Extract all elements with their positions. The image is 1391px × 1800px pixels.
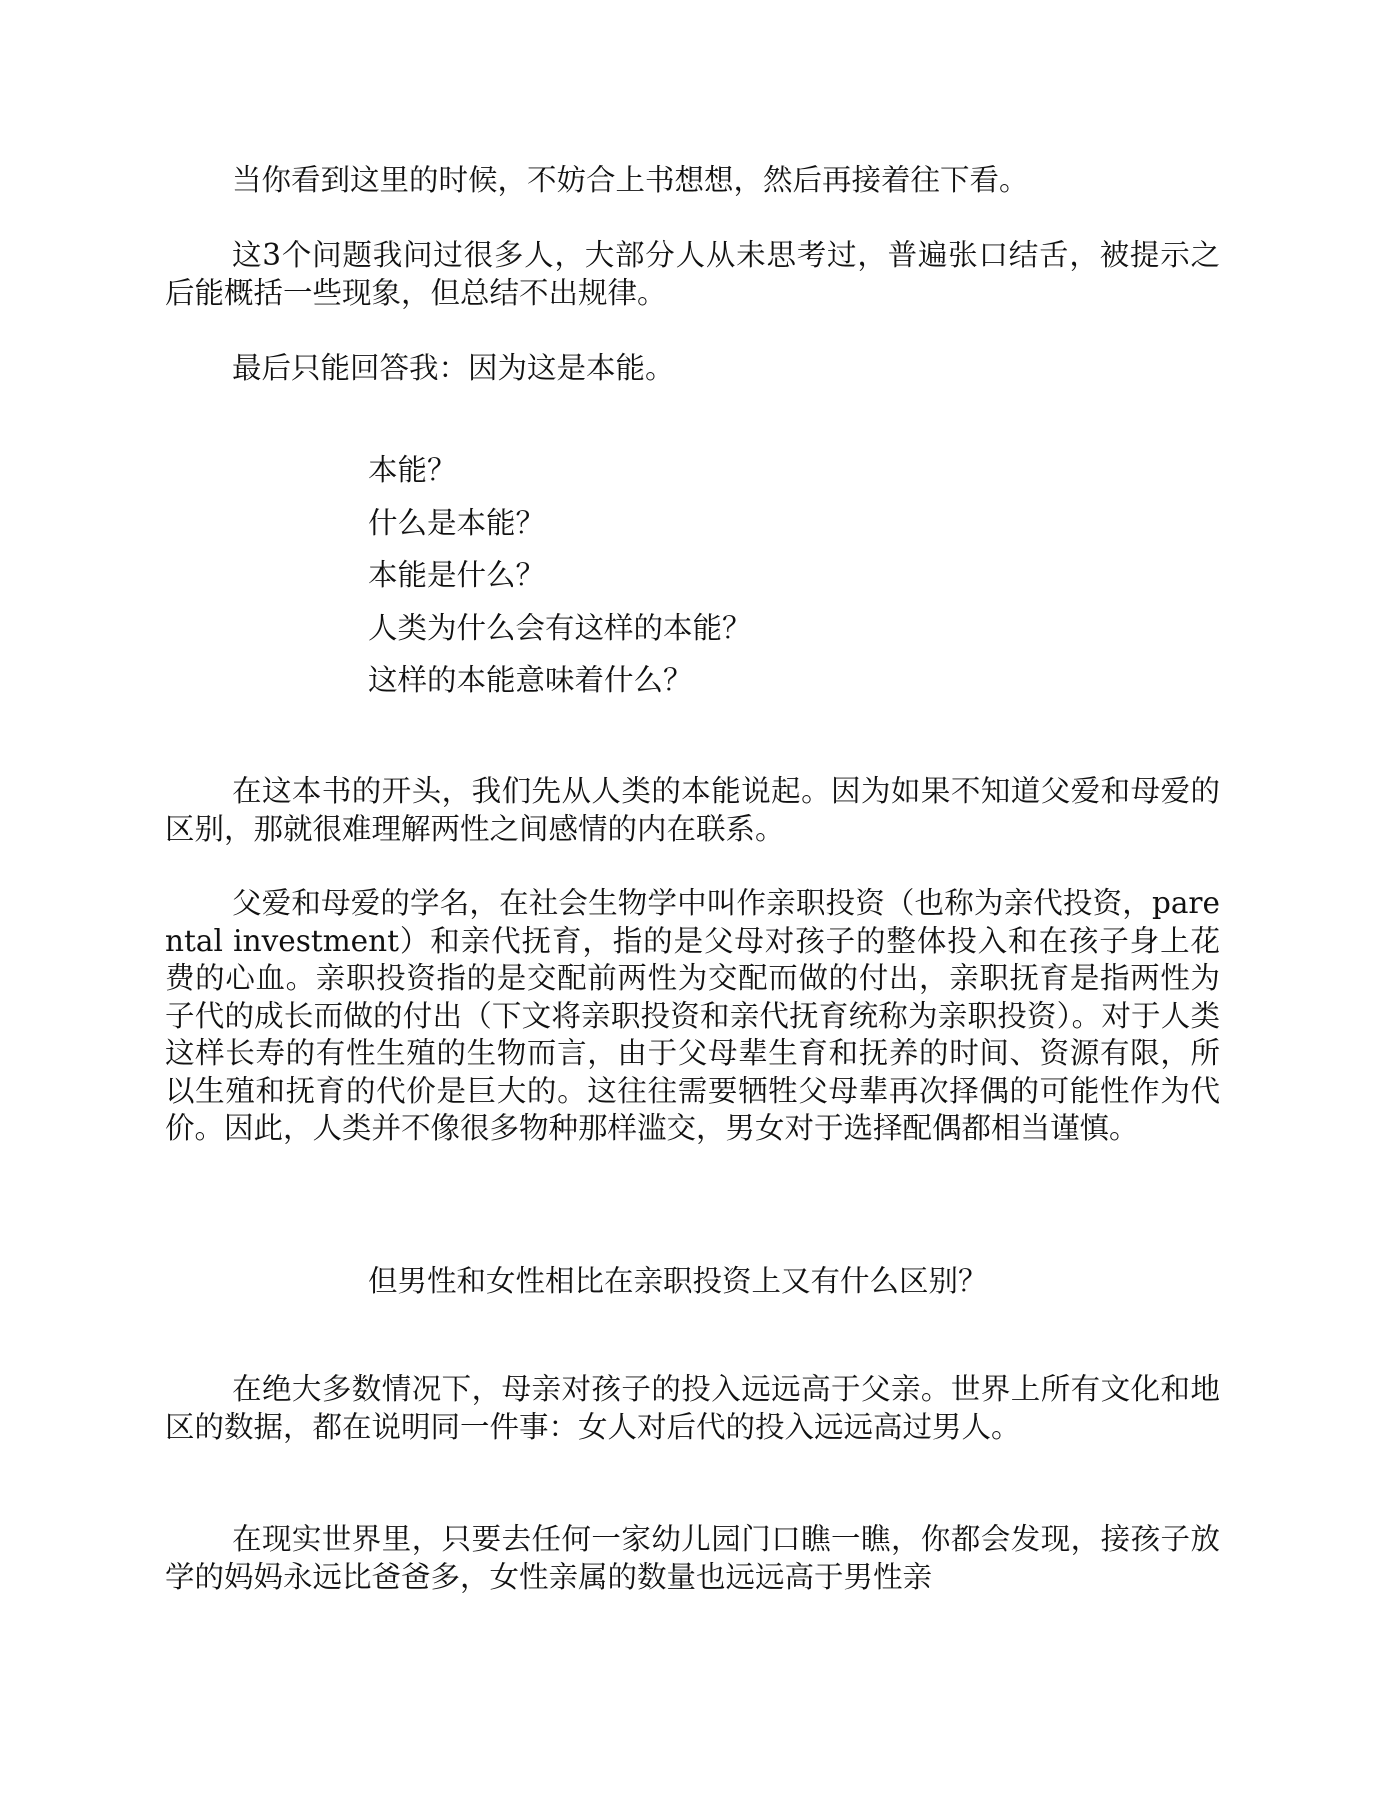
- question-item: 本能是什么？: [368, 558, 546, 592]
- paragraph-three-questions: 这3个问题我问过很多人，大部分人从未思考过，普遍张口结舌，被提示之后能概括一些现象，但总结不出规律。: [165, 238, 1220, 310]
- question-item: 本能？: [368, 453, 457, 487]
- paragraph-kindergarten: 在现实世界里，只要去任何一家幼儿园门口瞧一瞧，你都会发现，接孩子放学的妈妈永远比爸爸多，女性亲属的数量也远远高于男性亲: [165, 1522, 1220, 1594]
- paragraph-mother-investment: 在绝大多数情况下，母亲对孩子的投入远远高于父亲。世界上所有文化和地区的数据，都在说明同一件事：女人对后代的投入远远高过男人。: [165, 1372, 1220, 1444]
- question-item: 什么是本能？: [368, 505, 546, 540]
- question-item: 这样的本能意味着什么？: [368, 663, 693, 697]
- centered-question: 但男性和女性相比在亲职投资上又有什么区别？: [368, 1264, 988, 1298]
- paragraph-book-opening: 在这本书的开头，我们先从人类的本能说起。因为如果不知道父爱和母爱的区别，那就很难理解两性之间感情的内在联系。: [165, 774, 1220, 846]
- paragraph-instinct-answer: 最后只能回答我：因为这是本能。: [232, 351, 675, 385]
- paragraph-parental-investment: 父爱和母爱的学名，在社会生物学中叫作亲职投资（也称为亲代投资，parental investment）和亲代抚育，指的是父母对孩子的整体投入和在孩子身上花费的心血。亲职投资指的是交配前两性为交配而做的付出，亲职抚育是指两性为子代的成长而做的付出（下文将亲职投资和亲代抚育统称为亲职投资）。对于人类这样长寿的有性生殖的生物而言，由于父母辈生育和抚养的时间、资源有限，所以生殖和抚育的代价是巨大的。这往往需要牺牲父母辈再次择偶的可能性作为代价。因此，人类并不像很多物种那样滥交，男女对于选择配偶都相当谨慎。: [165, 886, 1220, 1145]
- question-list: [368, 452, 752, 715]
- paragraph-pause-and-think: 当你看到这里的时候，不妨合上书想想，然后再接着往下看。: [232, 163, 1029, 197]
- question-item: 人类为什么会有这样的本能？: [368, 610, 752, 645]
